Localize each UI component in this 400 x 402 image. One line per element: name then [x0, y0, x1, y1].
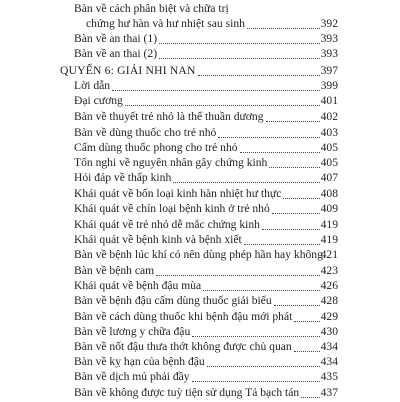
dot-leader	[203, 290, 319, 291]
toc-entry-page: 403	[320, 126, 338, 139]
toc-entry-title: Cấm dùng thuốc phong cho trẻ nhỏ	[74, 139, 239, 157]
toc-entry-page: 419	[320, 218, 338, 231]
toc-entry-title: Lời dẫn	[74, 77, 111, 95]
toc-entry-title: Bàn về lương y chữa đậu	[74, 323, 191, 341]
toc-entry-page: 402	[320, 110, 338, 123]
toc-entry-title: Bàn về an thai (2)	[74, 45, 158, 63]
toc-entry-title: chứng hư hàn và hư nhiệt sau sinh	[86, 15, 246, 33]
toc-entry-page: 423	[320, 264, 338, 277]
toc-entry-title: Bàn về thuyết trẻ nhỏ là thể thuần dương	[74, 108, 265, 126]
toc-entry-page: 399	[320, 79, 338, 92]
toc-entry-page: 409	[320, 202, 338, 215]
dot-leader	[266, 121, 320, 122]
dot-leader	[247, 28, 320, 29]
toc-entry-page: 437	[320, 386, 338, 399]
dot-leader	[192, 381, 320, 382]
dot-leader	[274, 305, 320, 306]
toc-entry-page: 401	[320, 94, 338, 107]
dot-leader	[198, 75, 320, 76]
toc-entry-page: 408	[320, 187, 338, 200]
toc-entry-page: 419	[320, 233, 338, 246]
toc-entry-page: 393	[320, 32, 338, 45]
dot-leader	[156, 275, 319, 276]
toc-entry	[0, 384, 400, 402]
dot-leader	[294, 321, 319, 322]
dot-leader	[159, 43, 320, 44]
toc-entry-page: 421	[320, 248, 338, 261]
toc-entry-title: Bàn về dịch mủ phải đầy	[74, 368, 191, 386]
toc-entry-page: 434	[320, 340, 338, 353]
toc-entry-page: 434	[320, 355, 338, 368]
toc-entry-page: 429	[320, 310, 338, 323]
toc-entry-title: Khái quát về bệnh kinh và bệnh xiết	[74, 231, 243, 249]
dot-leader	[294, 351, 320, 352]
dot-leader	[192, 336, 319, 337]
dot-leader	[125, 105, 320, 106]
toc-entry-title: Bàn về kỵ hạn của bệnh đậu	[74, 353, 206, 371]
toc-entry-title: Bàn về an thai (1)	[74, 30, 158, 48]
toc-entry-title: Bàn về bệnh cam	[74, 262, 155, 280]
toc-entry-page: 407	[320, 171, 338, 184]
toc-entry-page: 428	[320, 294, 338, 307]
toc-entry-title: Bàn về nốt đậu thưa thớt không được chủ quan	[74, 338, 293, 356]
toc-entry-title: Tổn nghi về nguyên nhân gây chứng kinh	[74, 154, 268, 172]
toc-entry-page: 435	[320, 370, 338, 383]
dot-leader	[301, 397, 319, 398]
dot-leader	[159, 58, 320, 59]
toc-chapter-title: QUYỂN 6: GIẢI NHI NAN	[60, 62, 197, 80]
toc-entry-title: Bàn về dùng thuốc cho trẻ nhỏ	[74, 124, 217, 142]
dot-leader	[244, 244, 320, 245]
toc-entry-title: Khái quát về bốn loại kinh hàn nhiệt hư thực	[74, 185, 282, 203]
dot-leader	[173, 182, 319, 183]
dot-leader	[272, 213, 320, 214]
dot-leader	[269, 167, 319, 168]
toc-entry-title: Khái quát về bệnh đậu mùa	[74, 277, 202, 295]
dot-leader	[218, 137, 319, 138]
toc-entry-title: Hỏi đáp về thấp kinh	[74, 169, 172, 187]
toc-entry-title: Khái quát về chín loại bệnh kinh ở trẻ nhỏ	[74, 200, 271, 218]
toc-entry-page: 426	[320, 279, 338, 292]
toc-entry-page: 430	[320, 325, 338, 338]
toc-entry-title: Bàn về cách phân biệt và chữa trị	[74, 0, 230, 18]
dot-leader	[112, 90, 320, 91]
toc-entry-title: Bàn về bệnh đậu cấm dùng thuốc giải biểu	[74, 292, 273, 310]
toc-entry-title: Bàn về không được tuỳ tiện sử dụng Tả bạch tán	[74, 384, 300, 402]
dot-leader	[283, 198, 319, 199]
toc-entry-title: Đại cương	[74, 92, 124, 110]
toc-entry-title: Bàn về cách dùng thuốc khi bệnh đậu mới phát	[74, 308, 293, 326]
toc-entry-page: 393	[320, 47, 338, 60]
dot-leader	[240, 152, 320, 153]
toc-entry-page: 405	[320, 141, 338, 154]
dot-leader	[262, 229, 320, 230]
toc-entry-title: Khái quát về trẻ nhỏ dễ mắc chứng kinh	[74, 216, 261, 234]
toc-entry-page: 405	[320, 156, 338, 169]
toc-entry-page: 392	[320, 17, 338, 30]
toc-entry-page: 397	[320, 64, 338, 77]
toc-entry-title: Bàn về bệnh lúc khí có nên dùng phép hãn hay không	[74, 246, 324, 264]
toc-entry	[0, 45, 400, 63]
dot-leader	[207, 366, 320, 367]
